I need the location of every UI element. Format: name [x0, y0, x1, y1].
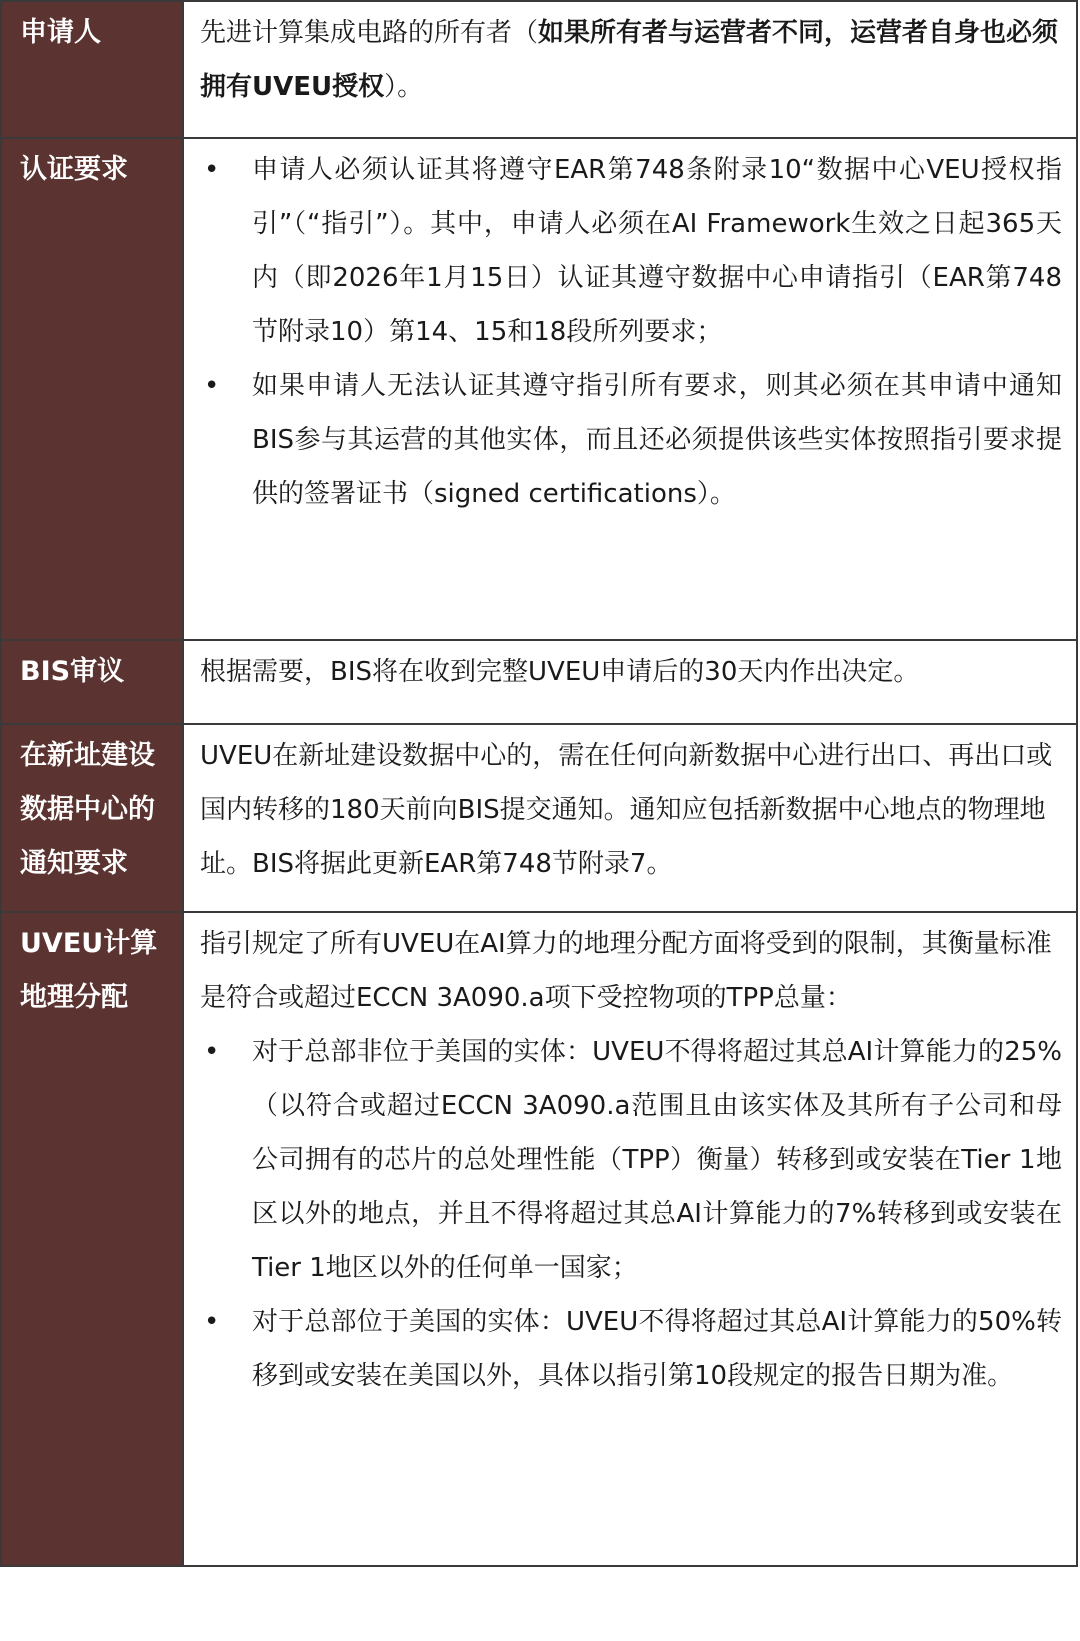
bullet-icon: •: [204, 155, 220, 185]
row-content-bis: 根据需要，BIS将在收到完整UVEU申请后的30天内作出决定。: [183, 640, 1077, 724]
table-row-geo: [1, 912, 1077, 1566]
applicant-text-bold: 如果所有者与运营者不同，运营者自身也必须拥有UVEU授权: [200, 18, 1059, 102]
row-content-newsite: UVEU在新址建设数据中心的，需在任何向新数据中心进行出口、再出口或国内转移的180天前向BIS提交通知。通知应包括新数据中心地点的物理地址。BIS将据此更新EAR第748节附录7。: [183, 724, 1077, 912]
geo-intro-text: 指引规定了所有UVEU在AI算力的地理分配方面将受到的限制，其衡量标准是符合或超过ECCN 3A090.a项下受控物项的TPP总量：: [200, 929, 1052, 1013]
list-item: [200, 1025, 1062, 1295]
table-row-bis: [1, 640, 1077, 724]
bullet-icon: •: [204, 1307, 220, 1337]
geo-bullet-text: 对于总部非位于美国的实体：UVEU不得将超过其总AI计算能力的25%（以符合或超过ECCN 3A090.a范围且由该实体及其所有子公司和母公司拥有的芯片的总处理性能（TPP）衡量）转移到或安装在Tier 1地区以外的地点，并且不得将超过其总AI计算能力的7%转移到或安装在Tier 1地区以外的任何单一国家；: [252, 1037, 1062, 1283]
list-item: [200, 359, 1062, 521]
row-label-cert: 认证要求: [1, 138, 183, 640]
table-row-cert: [1, 138, 1077, 640]
bullet-icon: •: [204, 1037, 220, 1067]
row-label-bis: BIS审议: [1, 640, 183, 724]
applicant-text-b: ）。: [384, 72, 424, 102]
row-content-cert: [183, 138, 1077, 640]
row-content-applicant: [183, 1, 1077, 138]
table-row-newsite: [1, 724, 1077, 912]
row-content-geo: [183, 912, 1077, 1566]
list-item: [200, 143, 1062, 359]
cert-bullet-text: 如果申请人无法认证其遵守指引所有要求，则其必须在其申请中通知BIS参与其运营的其他实体，而且还必须提供该些实体按照指引要求提供的签署证书（signed certifications）。: [252, 371, 1062, 509]
cert-bullet-text: 申请人必须认证其将遵守EAR第748条附录10“数据中心VEU授权指引”（“指引”）。其中，申请人必须在AI Framework生效之日起365天内（即2026年1月15日）认证其遵守数据中心申请指引（EAR第748节附录10）第14、15和18段所列要求；: [252, 155, 1062, 347]
geo-bullet-text: 对于总部位于美国的实体：UVEU不得将超过其总AI计算能力的50%转移到或安装在美国以外，具体以指引第10段规定的报告日期为准。: [252, 1307, 1062, 1391]
row-label-applicant: 申请人: [1, 1, 183, 138]
table-row-applicant: [1, 1, 1077, 138]
cert-bullet-list: [200, 143, 1062, 521]
list-item: [200, 1295, 1062, 1403]
row-label-geo: UVEU计算地理分配: [1, 912, 183, 1566]
row-label-newsite: 在新址建设数据中心的通知要求: [1, 724, 183, 912]
applicant-text-a: 先进计算集成电路的所有者（: [200, 18, 539, 48]
bullet-icon: •: [204, 371, 220, 401]
geo-bullet-list: [200, 1025, 1062, 1403]
